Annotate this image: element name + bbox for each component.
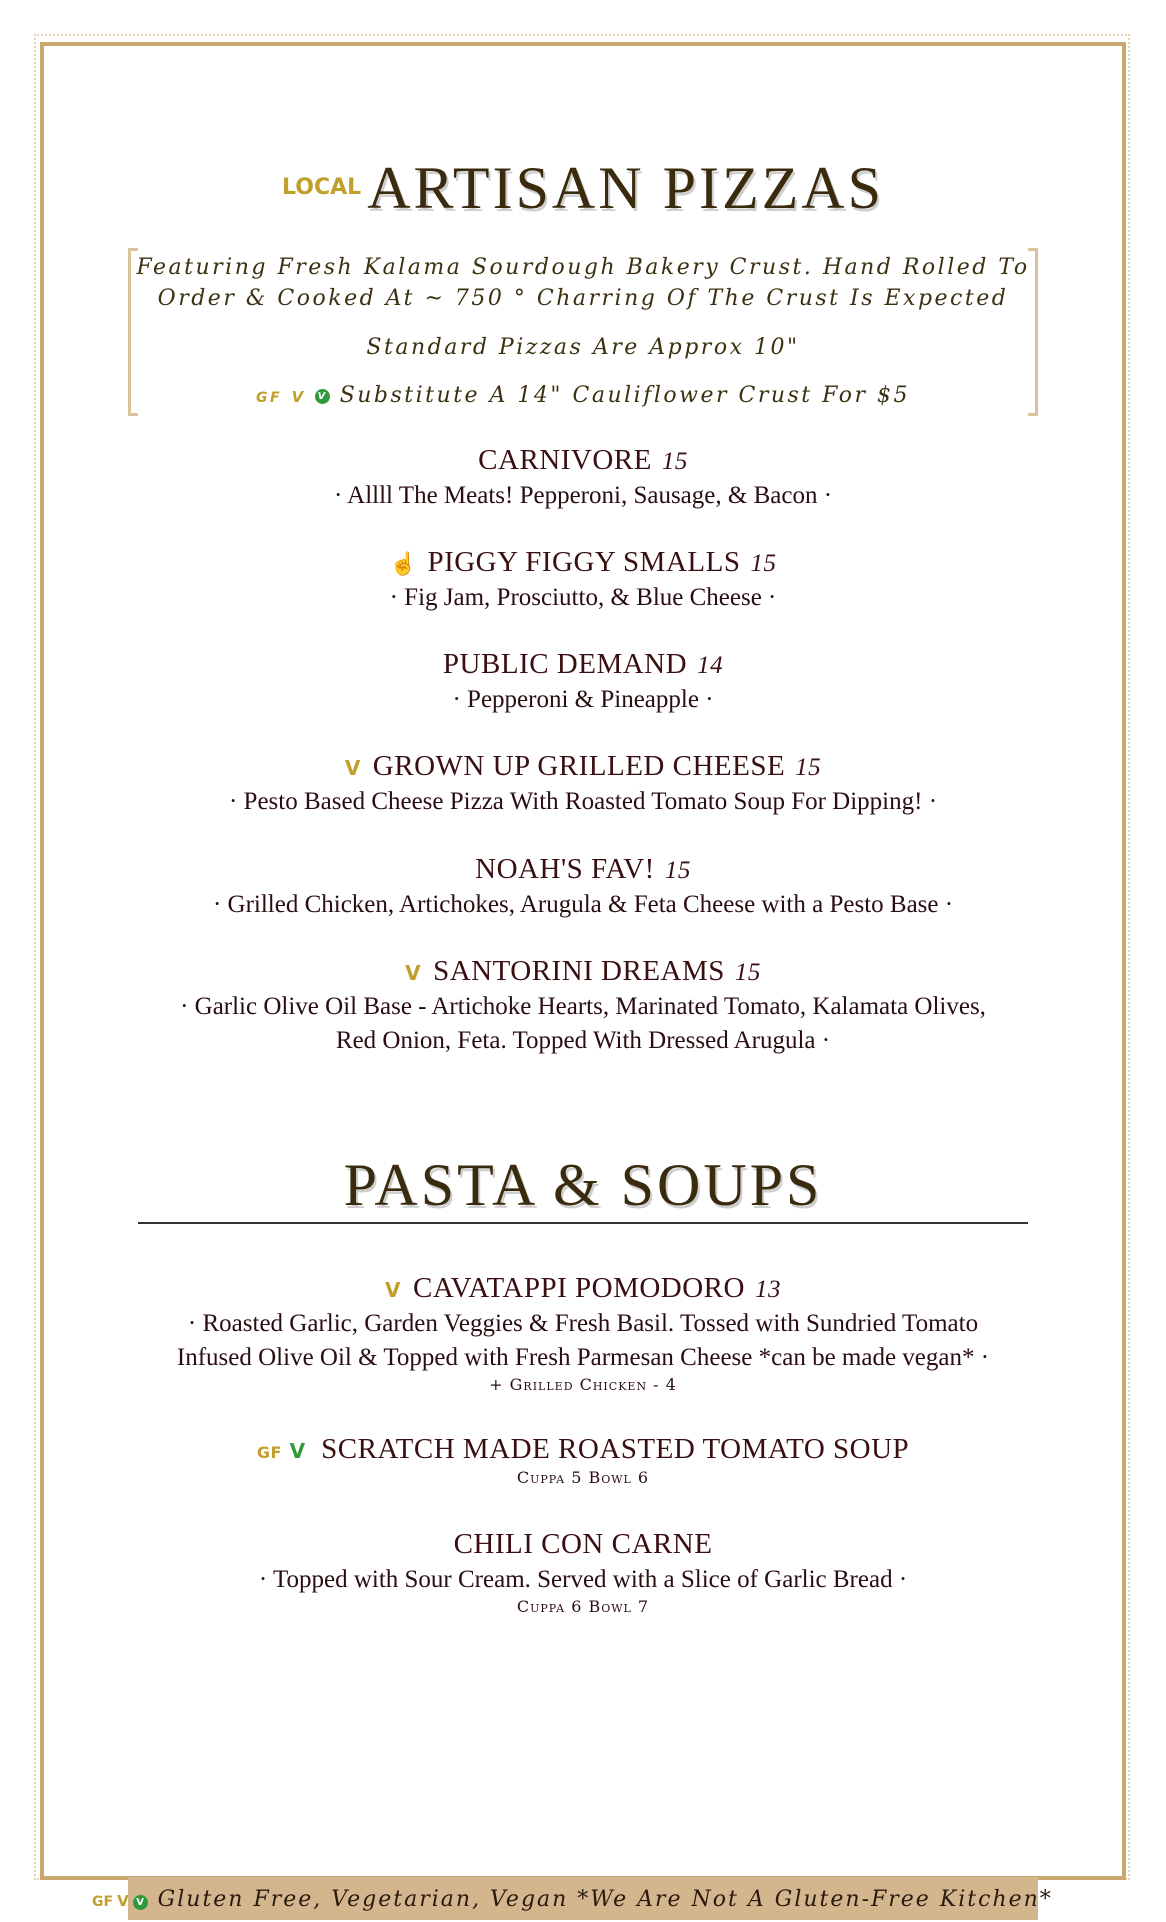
- cauliflower-note: [40, 380, 1126, 414]
- item-desc-line1: · Roasted Garlic, Garden Veggies & Fresh Basil. Tossed with Sundried Tomato: [187, 1310, 979, 1337]
- menu-item: [40, 446, 1126, 513]
- item-addon: + Grilled Chicken - 4: [489, 1375, 677, 1394]
- item-sizes: Cuppa 5 Bowl 6: [516, 1468, 650, 1487]
- gf-tag: GF: [256, 1443, 282, 1462]
- pointing-hand-icon: ☝: [389, 551, 418, 576]
- pizzas-title-row: [40, 155, 1126, 221]
- vegetarian-tag: V: [117, 1892, 129, 1910]
- item-desc: · Fig Jam, Prosciutto, & Blue Cheese ·: [389, 584, 777, 611]
- item-name: NOAH'S FAV!: [475, 853, 655, 885]
- item-desc-line2: Red Onion, Feta. Topped With Dressed Arugula ·: [335, 1027, 831, 1054]
- crust-note-line2: Order & Cooked At ~ 750 ° Charring Of The Crust Is Expected: [157, 286, 1009, 311]
- menu-item: [40, 752, 1126, 819]
- menu-item: [40, 1274, 1126, 1394]
- vegetarian-tag: V: [405, 961, 422, 985]
- item-desc: · Topped with Sour Cream. Served with a Slice of Garlic Bread ·: [258, 1566, 908, 1593]
- vegetarian-tag: V: [291, 388, 306, 406]
- item-name: CAVATAPPI POMODORO: [413, 1272, 745, 1304]
- item-name: PIGGY FIGGY SMALLS: [427, 546, 741, 578]
- menu-item: [40, 1435, 1126, 1487]
- item-sizes: Cuppa 6 Bowl 7: [516, 1597, 650, 1616]
- menu-item: [40, 855, 1126, 922]
- item-desc: · Grilled Chicken, Artichokes, Arugula & Feta Cheese with a Pesto Base ·: [212, 891, 954, 918]
- gf-tag: GF: [92, 1894, 114, 1910]
- gf-tag: GF: [256, 390, 283, 406]
- footer-text: Gluten Free, Vegetarian, Vegan *We Are Not A Gluten-Free Kitchen*: [157, 1887, 1053, 1912]
- item-name: SCRATCH MADE ROASTED TOMATO SOUP: [321, 1433, 910, 1465]
- menu-item: [40, 1530, 1126, 1616]
- item-name: GROWN UP GRILLED CHEESE: [372, 750, 786, 782]
- menu-item: [40, 650, 1126, 717]
- cauliflower-text: Substitute A 14" Cauliflower Crust For $5: [339, 383, 910, 408]
- item-desc: · Pepperoni & Pineapple ·: [452, 686, 714, 713]
- vegetarian-tag: V: [344, 756, 361, 780]
- vegan-badge-icon: V: [133, 1895, 148, 1910]
- pizzas-title: ARTISAN PIZZAS: [367, 155, 884, 221]
- item-price: 15: [664, 857, 691, 884]
- pizzas-title-wrap: [282, 155, 884, 221]
- item-name: SANTORINI DREAMS: [433, 955, 725, 987]
- section-divider: [138, 1222, 1028, 1224]
- menu-item: [40, 548, 1126, 615]
- item-price: 15: [795, 754, 822, 781]
- item-desc-line1: · Garlic Olive Oil Base - Artichoke Hearts, Marinated Tomato, Kalamata Olives,: [180, 993, 986, 1020]
- item-price: 14: [697, 652, 724, 679]
- vegan-badge-icon: V: [315, 389, 330, 404]
- item-desc: · Pesto Based Cheese Pizza With Roasted Tomato Soup For Dipping! ·: [228, 788, 938, 815]
- vegan-tag: V: [289, 1439, 306, 1463]
- item-name: PUBLIC DEMAND: [442, 648, 688, 680]
- item-name: CARNIVORE: [478, 444, 652, 476]
- item-desc-line2: Infused Olive Oil & Topped with Fresh Parmesan Cheese *can be made vegan* ·: [176, 1344, 990, 1371]
- vegetarian-tag: V: [385, 1278, 402, 1302]
- size-note: Standard Pizzas Are Approx 10": [366, 335, 800, 360]
- menu-item: [40, 957, 1126, 1058]
- item-name: CHILI CON CARNE: [453, 1528, 713, 1560]
- item-price: 15: [750, 550, 777, 577]
- item-price: 15: [734, 959, 761, 986]
- crust-note: [40, 252, 1126, 314]
- local-tag: LOCAL: [282, 175, 362, 201]
- pasta-title: PASTA & SOUPS: [343, 1152, 823, 1218]
- item-price: 13: [754, 1276, 781, 1303]
- crust-note-line1: Featuring Fresh Kalama Sourdough Bakery Crust. Hand Rolled To: [136, 255, 1030, 280]
- item-price: 15: [661, 448, 688, 475]
- pasta-title-row: [40, 1152, 1126, 1218]
- footer-legend: [92, 1880, 1053, 1920]
- item-desc: · Allll The Meats! Pepperoni, Sausage, & Bacon ·: [333, 482, 833, 509]
